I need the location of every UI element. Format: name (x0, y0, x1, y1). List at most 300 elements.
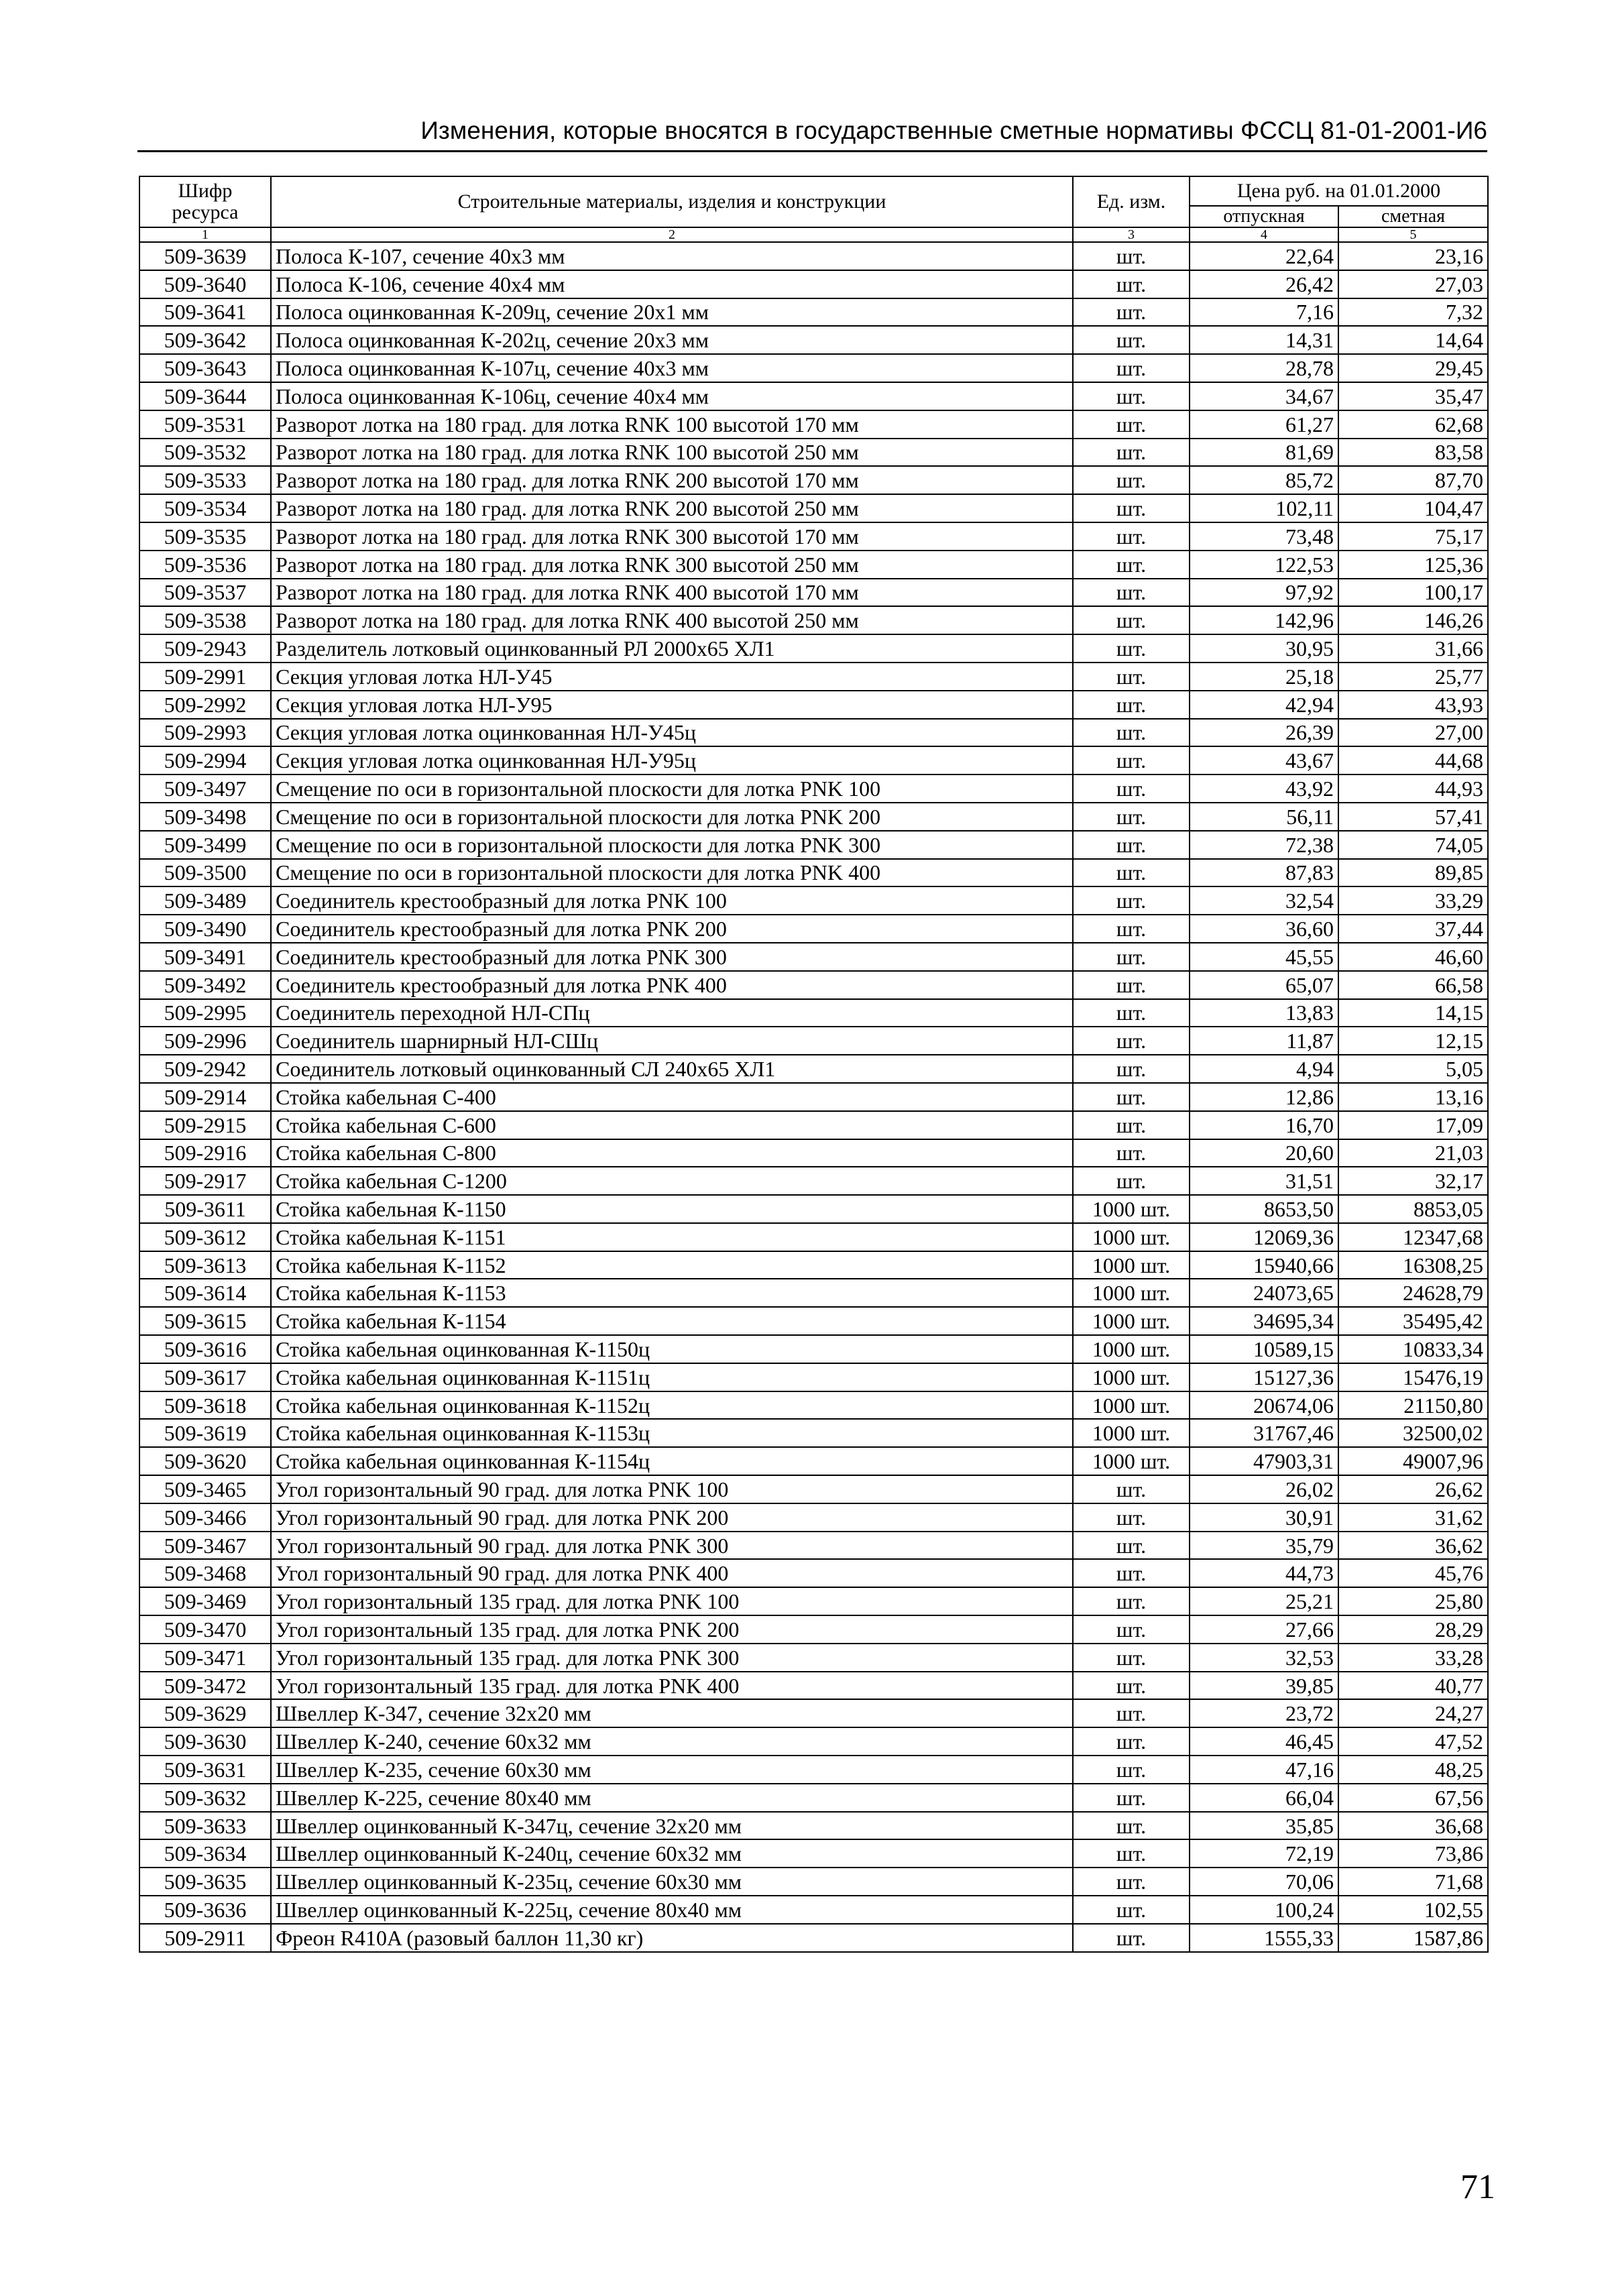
estimate-price-cell: 25,77 (1338, 663, 1488, 691)
unit-cell: шт. (1073, 859, 1190, 887)
release-price-cell: 25,21 (1190, 1587, 1338, 1615)
resource-code-cell: 509-3470 (139, 1615, 271, 1644)
release-price-cell: 12069,36 (1190, 1223, 1338, 1251)
material-name-cell: Смещение по оси в горизонтальной плоскости для лотка PNK 100 (271, 774, 1073, 803)
unit-cell: шт. (1073, 1727, 1190, 1756)
resource-code-cell: 509-3641 (139, 298, 271, 327)
material-name-cell: Полоса оцинкованная К-209ц, сечение 20х1 мм (271, 298, 1073, 327)
estimate-price-cell: 87,70 (1338, 466, 1488, 494)
unit-cell: шт. (1073, 1111, 1190, 1139)
column-number: 4 (1190, 227, 1338, 242)
table-row (139, 999, 1488, 1027)
unit-cell: шт. (1073, 1756, 1190, 1784)
unit-cell: 1000 шт. (1073, 1307, 1190, 1335)
estimate-price-cell: 14,15 (1338, 999, 1488, 1027)
page-header-title: Изменения, которые вносятся в государственные сметные нормативы ФССЦ 81-01-2001-И6 (420, 117, 1487, 144)
release-price-cell: 10589,15 (1190, 1335, 1338, 1363)
material-name-cell: Разворот лотка на 180 град. для лотка RNK 200 высотой 250 мм (271, 494, 1073, 522)
table-row (139, 1111, 1488, 1139)
estimate-price-cell: 32500,02 (1338, 1419, 1488, 1447)
material-name-cell: Швеллер К-225, сечение 80х40 мм (271, 1784, 1073, 1812)
resource-code-cell: 509-3537 (139, 579, 271, 607)
release-price-cell: 102,11 (1190, 494, 1338, 522)
estimate-price-cell: 125,36 (1338, 551, 1488, 579)
table-row (139, 1335, 1488, 1363)
material-name-cell: Угол горизонтальный 90 град. для лотка PNK 400 (271, 1559, 1073, 1587)
table-row (139, 1868, 1488, 1896)
table-row (139, 439, 1488, 467)
material-name-cell: Стойка кабельная К-1153 (271, 1279, 1073, 1307)
table-row (139, 1924, 1488, 1952)
resource-code-cell: 509-3620 (139, 1447, 271, 1475)
resource-code-cell: 509-2994 (139, 746, 271, 774)
column-number: 3 (1073, 227, 1190, 242)
material-name-cell: Фреон R410A (разовый баллон 11,30 кг) (271, 1924, 1073, 1952)
material-name-cell: Разворот лотка на 180 град. для лотка RNK 400 высотой 170 мм (271, 579, 1073, 607)
material-name-cell: Угол горизонтальный 90 град. для лотка PNK 200 (271, 1503, 1073, 1532)
unit-cell: 1000 шт. (1073, 1223, 1190, 1251)
table-row (139, 1672, 1488, 1700)
resource-code-cell: 509-3643 (139, 354, 271, 382)
column-number: 1 (139, 227, 271, 242)
release-price-cell: 46,45 (1190, 1727, 1338, 1756)
material-name-cell: Стойка кабельная К-1151 (271, 1223, 1073, 1251)
estimate-price-cell: 35,47 (1338, 382, 1488, 410)
estimate-price-cell: 102,55 (1338, 1896, 1488, 1924)
column-number: 2 (271, 227, 1073, 242)
unit-cell: шт. (1073, 326, 1190, 354)
material-name-cell: Швеллер оцинкованный К-235ц, сечение 60х30 мм (271, 1868, 1073, 1896)
table-row (139, 1195, 1488, 1223)
release-price-cell: 1555,33 (1190, 1924, 1338, 1952)
header-unit: Ед. изм. (1073, 176, 1190, 227)
material-name-cell: Угол горизонтальный 135 град. для лотка PNK 100 (271, 1587, 1073, 1615)
unit-cell: шт. (1073, 803, 1190, 831)
estimate-price-cell: 48,25 (1338, 1756, 1488, 1784)
resource-code-cell: 509-3492 (139, 971, 271, 999)
resource-code-cell: 509-3531 (139, 410, 271, 439)
table-row (139, 1447, 1488, 1475)
estimate-price-cell: 44,68 (1338, 746, 1488, 774)
resource-code-cell: 509-3491 (139, 943, 271, 971)
estimate-price-cell: 100,17 (1338, 579, 1488, 607)
material-name-cell: Стойка кабельная К-1150 (271, 1195, 1073, 1223)
table-row (139, 719, 1488, 747)
unit-cell: шт. (1073, 999, 1190, 1027)
table-row (139, 943, 1488, 971)
release-price-cell: 32,53 (1190, 1644, 1338, 1672)
unit-cell: шт. (1073, 1784, 1190, 1812)
resource-code-cell: 509-3467 (139, 1532, 271, 1560)
header-name: Строительные материалы, изделия и конструкции (271, 176, 1073, 227)
material-name-cell: Стойка кабельная оцинкованная К-1154ц (271, 1447, 1073, 1475)
table-row (139, 1279, 1488, 1307)
material-name-cell: Полоса оцинкованная К-202ц, сечение 20х3 мм (271, 326, 1073, 354)
table-row (139, 270, 1488, 298)
unit-cell: 1000 шт. (1073, 1447, 1190, 1475)
table-row (139, 1839, 1488, 1868)
estimate-price-cell: 71,68 (1338, 1868, 1488, 1896)
material-name-cell: Стойка кабельная К-1152 (271, 1251, 1073, 1279)
table-row (139, 1223, 1488, 1251)
estimate-price-cell: 13,16 (1338, 1083, 1488, 1111)
release-price-cell: 81,69 (1190, 439, 1338, 467)
estimate-price-cell: 29,45 (1338, 354, 1488, 382)
estimate-price-cell: 89,85 (1338, 859, 1488, 887)
header-code: Шифр ресурса (139, 176, 271, 227)
resource-code-cell: 509-2916 (139, 1139, 271, 1167)
estimate-price-cell: 21150,80 (1338, 1391, 1488, 1420)
table-row (139, 1587, 1488, 1615)
table-body (139, 242, 1488, 1952)
unit-cell: 1000 шт. (1073, 1251, 1190, 1279)
estimate-price-cell: 32,17 (1338, 1167, 1488, 1195)
estimate-price-cell: 43,93 (1338, 691, 1488, 719)
table-row (139, 1083, 1488, 1111)
unit-cell: шт. (1073, 606, 1190, 634)
release-price-cell: 65,07 (1190, 971, 1338, 999)
estimate-price-cell: 49007,96 (1338, 1447, 1488, 1475)
unit-cell: шт. (1073, 774, 1190, 803)
estimate-price-cell: 73,86 (1338, 1839, 1488, 1868)
resource-code-cell: 509-3471 (139, 1644, 271, 1672)
release-price-cell: 47,16 (1190, 1756, 1338, 1784)
table-row (139, 1756, 1488, 1784)
unit-cell: шт. (1073, 1699, 1190, 1727)
release-price-cell: 11,87 (1190, 1027, 1338, 1055)
table-row (139, 634, 1488, 663)
release-price-cell: 20,60 (1190, 1139, 1338, 1167)
release-price-cell: 31767,46 (1190, 1419, 1338, 1447)
resource-code-cell: 509-3644 (139, 382, 271, 410)
release-price-cell: 25,18 (1190, 663, 1338, 691)
material-name-cell: Угол горизонтальный 90 град. для лотка PNK 300 (271, 1532, 1073, 1560)
resource-code-cell: 509-2915 (139, 1111, 271, 1139)
unit-cell: шт. (1073, 1924, 1190, 1952)
table-row (139, 382, 1488, 410)
estimate-price-cell: 24628,79 (1338, 1279, 1488, 1307)
release-price-cell: 20674,06 (1190, 1391, 1338, 1420)
release-price-cell: 43,67 (1190, 746, 1338, 774)
table-row (139, 494, 1488, 522)
material-name-cell: Секция угловая лотка оцинкованная НЛ-У45ц (271, 719, 1073, 747)
table-row (139, 774, 1488, 803)
release-price-cell: 24073,65 (1190, 1279, 1338, 1307)
release-price-cell: 35,79 (1190, 1532, 1338, 1560)
material-name-cell: Смещение по оси в горизонтальной плоскости для лотка PNK 300 (271, 831, 1073, 859)
release-price-cell: 42,94 (1190, 691, 1338, 719)
page-number: 71 (1460, 2168, 1495, 2206)
estimate-price-cell: 21,03 (1338, 1139, 1488, 1167)
unit-cell: 1000 шт. (1073, 1279, 1190, 1307)
release-price-cell: 142,96 (1190, 606, 1338, 634)
table-row (139, 1503, 1488, 1532)
unit-cell: шт. (1073, 270, 1190, 298)
estimate-price-cell: 15476,19 (1338, 1363, 1488, 1391)
release-price-cell: 43,92 (1190, 774, 1338, 803)
column-number: 5 (1338, 227, 1488, 242)
unit-cell: 1000 шт. (1073, 1335, 1190, 1363)
unit-cell: шт. (1073, 1139, 1190, 1167)
resource-code-cell: 509-3630 (139, 1727, 271, 1756)
material-name-cell: Соединитель крестообразный для лотка PNK 300 (271, 943, 1073, 971)
unit-cell: шт. (1073, 663, 1190, 691)
table-row (139, 1139, 1488, 1167)
material-name-cell: Стойка кабельная оцинкованная К-1151ц (271, 1363, 1073, 1391)
unit-cell: шт. (1073, 943, 1190, 971)
unit-cell: шт. (1073, 691, 1190, 719)
resource-code-cell: 509-3536 (139, 551, 271, 579)
estimate-price-cell: 31,66 (1338, 634, 1488, 663)
release-price-cell: 56,11 (1190, 803, 1338, 831)
header-price-group: Цена руб. на 01.01.2000 (1190, 176, 1488, 206)
resource-code-cell: 509-2993 (139, 719, 271, 747)
resource-code-cell: 509-3618 (139, 1391, 271, 1420)
table-row (139, 803, 1488, 831)
estimate-price-cell: 26,62 (1338, 1475, 1488, 1503)
release-price-cell: 15127,36 (1190, 1363, 1338, 1391)
resource-code-cell: 509-3498 (139, 803, 271, 831)
resource-code-cell: 509-3613 (139, 1251, 271, 1279)
unit-cell: шт. (1073, 634, 1190, 663)
material-name-cell: Швеллер оцинкованный К-225ц, сечение 80х40 мм (271, 1896, 1073, 1924)
resource-code-cell: 509-3612 (139, 1223, 271, 1251)
release-price-cell: 35,85 (1190, 1812, 1338, 1840)
table-row (139, 746, 1488, 774)
release-price-cell: 73,48 (1190, 522, 1338, 551)
table-row (139, 915, 1488, 943)
table-row (139, 663, 1488, 691)
release-price-cell: 14,31 (1190, 326, 1338, 354)
unit-cell: шт. (1073, 1027, 1190, 1055)
table-row (139, 606, 1488, 634)
material-name-cell: Полоса оцинкованная К-106ц, сечение 40х4 мм (271, 382, 1073, 410)
release-price-cell: 72,19 (1190, 1839, 1338, 1868)
unit-cell: шт. (1073, 1868, 1190, 1896)
unit-cell: шт. (1073, 1167, 1190, 1195)
table-row (139, 971, 1488, 999)
table-row (139, 1027, 1488, 1055)
material-name-cell: Швеллер оцинкованный К-347ц, сечение 32х20 мм (271, 1812, 1073, 1840)
estimate-price-cell: 33,28 (1338, 1644, 1488, 1672)
table-row (139, 1055, 1488, 1083)
table-row (139, 551, 1488, 579)
unit-cell: шт. (1073, 915, 1190, 943)
resource-code-cell: 509-3635 (139, 1868, 271, 1896)
release-price-cell: 23,72 (1190, 1699, 1338, 1727)
unit-cell: 1000 шт. (1073, 1363, 1190, 1391)
materials-price-table (139, 176, 1489, 1953)
table-row (139, 1644, 1488, 1672)
material-name-cell: Разворот лотка на 180 град. для лотка RNK 300 высотой 170 мм (271, 522, 1073, 551)
table-row (139, 1363, 1488, 1391)
unit-cell: шт. (1073, 439, 1190, 467)
release-price-cell: 122,53 (1190, 551, 1338, 579)
table-row (139, 859, 1488, 887)
estimate-price-cell: 14,64 (1338, 326, 1488, 354)
resource-code-cell: 509-3640 (139, 270, 271, 298)
resource-code-cell: 509-3489 (139, 886, 271, 915)
release-price-cell: 4,94 (1190, 1055, 1338, 1083)
material-name-cell: Разворот лотка на 180 град. для лотка RNK 100 высотой 250 мм (271, 439, 1073, 467)
material-name-cell: Соединитель лотковый оцинкованный СЛ 240х65 ХЛ1 (271, 1055, 1073, 1083)
unit-cell: шт. (1073, 719, 1190, 747)
material-name-cell: Стойка кабельная оцинкованная К-1153ц (271, 1419, 1073, 1447)
release-price-cell: 13,83 (1190, 999, 1338, 1027)
table-row (139, 1559, 1488, 1587)
unit-cell: шт. (1073, 1083, 1190, 1111)
release-price-cell: 34695,34 (1190, 1307, 1338, 1335)
unit-cell: шт. (1073, 886, 1190, 915)
table-row (139, 298, 1488, 327)
resource-code-cell: 509-3468 (139, 1559, 271, 1587)
table-row (139, 831, 1488, 859)
unit-cell: шт. (1073, 1644, 1190, 1672)
unit-cell: шт. (1073, 971, 1190, 999)
release-price-cell: 7,16 (1190, 298, 1338, 327)
release-price-cell: 47903,31 (1190, 1447, 1338, 1475)
estimate-price-cell: 62,68 (1338, 410, 1488, 439)
estimate-price-cell: 40,77 (1338, 1672, 1488, 1700)
unit-cell: 1000 шт. (1073, 1419, 1190, 1447)
unit-cell: шт. (1073, 551, 1190, 579)
table-row (139, 1896, 1488, 1924)
table-row (139, 886, 1488, 915)
material-name-cell: Разворот лотка на 180 град. для лотка RNK 300 высотой 250 мм (271, 551, 1073, 579)
unit-cell: 1000 шт. (1073, 1195, 1190, 1223)
release-price-cell: 87,83 (1190, 859, 1338, 887)
release-price-cell: 85,72 (1190, 466, 1338, 494)
estimate-price-cell: 74,05 (1338, 831, 1488, 859)
unit-cell: шт. (1073, 1812, 1190, 1840)
table-row (139, 326, 1488, 354)
table-row (139, 466, 1488, 494)
resource-code-cell: 509-3465 (139, 1475, 271, 1503)
unit-cell: шт. (1073, 1532, 1190, 1560)
material-name-cell: Секция угловая лотка оцинкованная НЛ-У95ц (271, 746, 1073, 774)
estimate-price-cell: 10833,34 (1338, 1335, 1488, 1363)
resource-code-cell: 509-3633 (139, 1812, 271, 1840)
table-row (139, 1251, 1488, 1279)
table-row (139, 579, 1488, 607)
header-price-release: отпускная (1190, 206, 1338, 227)
table-row (139, 410, 1488, 439)
resource-code-cell: 509-3617 (139, 1363, 271, 1391)
resource-code-cell: 509-2996 (139, 1027, 271, 1055)
material-name-cell: Разворот лотка на 180 град. для лотка RNK 100 высотой 170 мм (271, 410, 1073, 439)
material-name-cell: Угол горизонтальный 135 град. для лотка PNK 300 (271, 1644, 1073, 1672)
header-price-estimate: сметная (1338, 206, 1488, 227)
resource-code-cell: 509-3619 (139, 1419, 271, 1447)
estimate-price-cell: 146,26 (1338, 606, 1488, 634)
material-name-cell: Швеллер К-235, сечение 60х30 мм (271, 1756, 1073, 1784)
resource-code-cell: 509-3642 (139, 326, 271, 354)
resource-code-cell: 509-3639 (139, 242, 271, 270)
resource-code-cell: 509-3629 (139, 1699, 271, 1727)
release-price-cell: 97,92 (1190, 579, 1338, 607)
table-row (139, 354, 1488, 382)
resource-code-cell: 509-3615 (139, 1307, 271, 1335)
estimate-price-cell: 75,17 (1338, 522, 1488, 551)
release-price-cell: 66,04 (1190, 1784, 1338, 1812)
unit-cell: 1000 шт. (1073, 1391, 1190, 1420)
material-name-cell: Полоса оцинкованная К-107ц, сечение 40х3 мм (271, 354, 1073, 382)
resource-code-cell: 509-3532 (139, 439, 271, 467)
resource-code-cell: 509-3500 (139, 859, 271, 887)
estimate-price-cell: 37,44 (1338, 915, 1488, 943)
table-row (139, 1532, 1488, 1560)
resource-code-cell: 509-3472 (139, 1672, 271, 1700)
resource-code-cell: 509-2911 (139, 1924, 271, 1952)
estimate-price-cell: 27,00 (1338, 719, 1488, 747)
unit-cell: шт. (1073, 410, 1190, 439)
unit-cell: шт. (1073, 1896, 1190, 1924)
estimate-price-cell: 57,41 (1338, 803, 1488, 831)
estimate-price-cell: 12347,68 (1338, 1223, 1488, 1251)
resource-code-cell: 509-2991 (139, 663, 271, 691)
estimate-price-cell: 67,56 (1338, 1784, 1488, 1812)
table-row (139, 522, 1488, 551)
release-price-cell: 34,67 (1190, 382, 1338, 410)
unit-cell: шт. (1073, 1587, 1190, 1615)
material-name-cell: Угол горизонтальный 90 град. для лотка PNK 100 (271, 1475, 1073, 1503)
resource-code-cell: 509-3534 (139, 494, 271, 522)
table-row (139, 691, 1488, 719)
material-name-cell: Секция угловая лотка НЛ-У45 (271, 663, 1073, 691)
release-price-cell: 15940,66 (1190, 1251, 1338, 1279)
table-row (139, 1784, 1488, 1812)
release-price-cell: 61,27 (1190, 410, 1338, 439)
material-name-cell: Разворот лотка на 180 град. для лотка RNK 400 высотой 250 мм (271, 606, 1073, 634)
resource-code-cell: 509-3490 (139, 915, 271, 943)
resource-code-cell: 509-3616 (139, 1335, 271, 1363)
unit-cell: шт. (1073, 1475, 1190, 1503)
estimate-price-cell: 23,16 (1338, 242, 1488, 270)
estimate-price-cell: 36,68 (1338, 1812, 1488, 1840)
unit-cell: шт. (1073, 1559, 1190, 1587)
estimate-price-cell: 8853,05 (1338, 1195, 1488, 1223)
estimate-price-cell: 25,80 (1338, 1587, 1488, 1615)
resource-code-cell: 509-3538 (139, 606, 271, 634)
material-name-cell: Разделитель лотковый оцинкованный РЛ 2000х65 ХЛ1 (271, 634, 1073, 663)
material-name-cell: Соединитель крестообразный для лотка PNK 400 (271, 971, 1073, 999)
resource-code-cell: 509-3636 (139, 1896, 271, 1924)
estimate-price-cell: 46,60 (1338, 943, 1488, 971)
unit-cell: шт. (1073, 522, 1190, 551)
release-price-cell: 26,02 (1190, 1475, 1338, 1503)
material-name-cell: Стойка кабельная С-1200 (271, 1167, 1073, 1195)
table-row (139, 1167, 1488, 1195)
estimate-price-cell: 1587,86 (1338, 1924, 1488, 1952)
unit-cell: шт. (1073, 1839, 1190, 1868)
resource-code-cell: 509-3634 (139, 1839, 271, 1868)
release-price-cell: 36,60 (1190, 915, 1338, 943)
material-name-cell: Полоса К-107, сечение 40х3 мм (271, 242, 1073, 270)
unit-cell: шт. (1073, 382, 1190, 410)
estimate-price-cell: 45,76 (1338, 1559, 1488, 1587)
unit-cell: шт. (1073, 1615, 1190, 1644)
unit-cell: шт. (1073, 494, 1190, 522)
resource-code-cell: 509-3631 (139, 1756, 271, 1784)
estimate-price-cell: 36,62 (1338, 1532, 1488, 1560)
release-price-cell: 8653,50 (1190, 1195, 1338, 1223)
estimate-price-cell: 17,09 (1338, 1111, 1488, 1139)
resource-code-cell: 509-2917 (139, 1167, 271, 1195)
material-name-cell: Стойка кабельная С-600 (271, 1111, 1073, 1139)
resource-code-cell: 509-3614 (139, 1279, 271, 1307)
release-price-cell: 44,73 (1190, 1559, 1338, 1587)
resource-code-cell: 509-3466 (139, 1503, 271, 1532)
